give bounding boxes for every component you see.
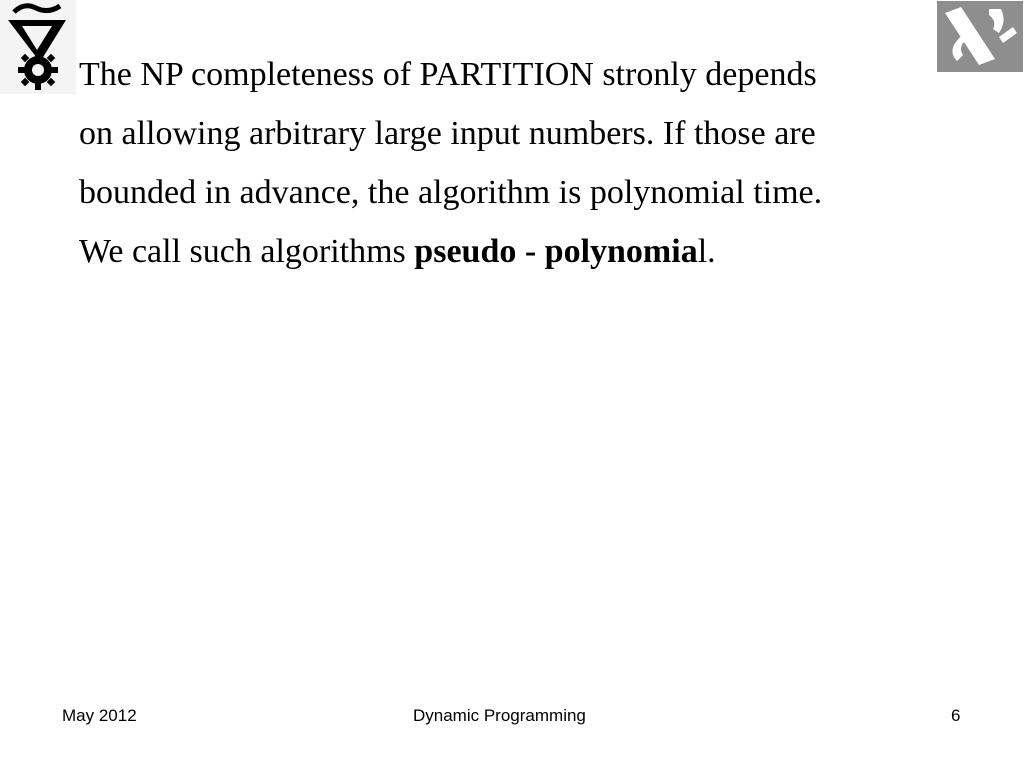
body-line-4-prefix: We call such algorithms	[79, 233, 415, 270]
technion-logo-icon	[0, 0, 76, 94]
slide-body	[79, 45, 979, 281]
body-line-2: on allowing arbitrary large input numbers. If those are	[79, 115, 816, 152]
body-line-4-suffix: l.	[697, 233, 716, 270]
body-line-4	[79, 222, 979, 281]
footer-page-number: 6	[951, 706, 961, 725]
body-line-3: bounded in advance, the algorithm is polynomial time.	[79, 174, 823, 211]
technion-logo	[0, 0, 76, 94]
pseudo-polynomial-term: pseudo - polynomia	[414, 233, 698, 270]
footer-title: Dynamic Programming	[413, 706, 586, 725]
footer-date: May 2012	[62, 706, 137, 725]
body-line-1: The NP completeness of PARTITION stronly depends	[79, 56, 817, 93]
